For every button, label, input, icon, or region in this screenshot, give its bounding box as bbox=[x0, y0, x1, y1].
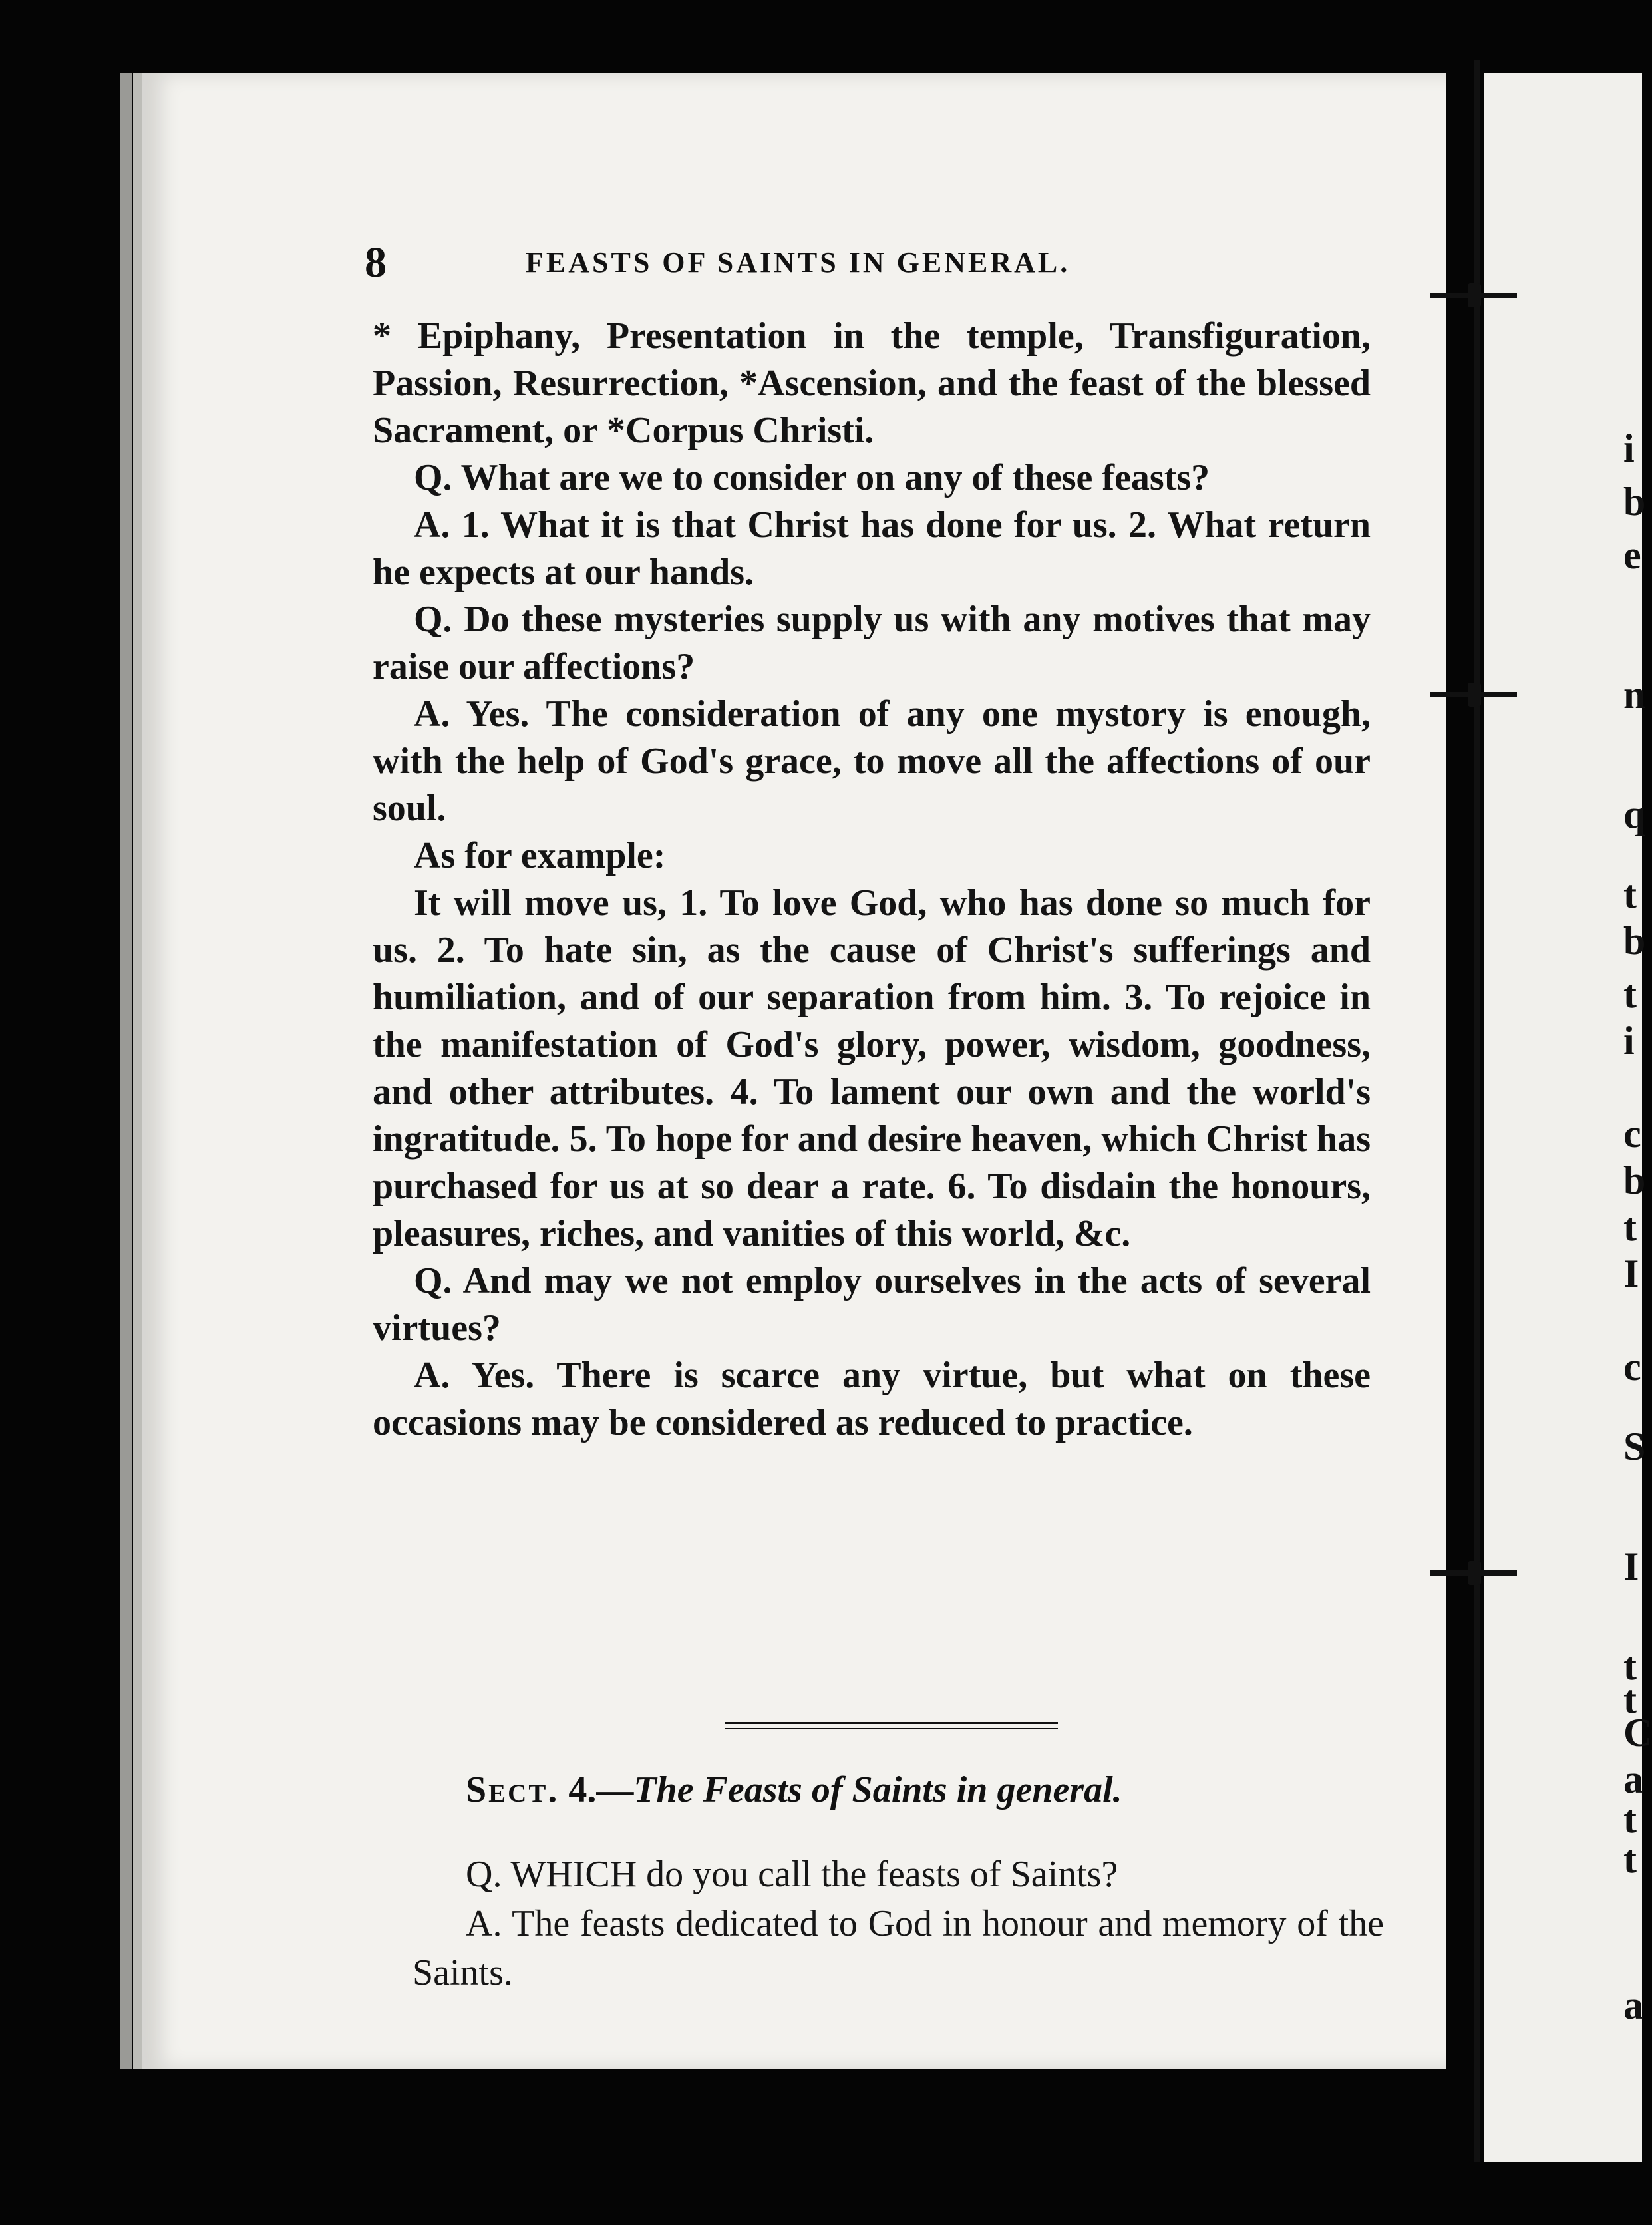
running-head-title: FEASTS OF SAINTS IN GENERAL. bbox=[526, 246, 1071, 279]
right-page-letter: c bbox=[1623, 1112, 1641, 1156]
section-text bbox=[413, 1850, 1384, 1997]
right-page-letter: t bbox=[1623, 1837, 1637, 1881]
page-number: 8 bbox=[365, 238, 387, 287]
right-page-letter: t bbox=[1623, 872, 1637, 916]
answer: A. 1. What it is that Christ has done for us. 2. What return he expects at our hands. bbox=[373, 504, 1371, 593]
right-page-letter: i bbox=[1623, 427, 1635, 470]
book-page-right bbox=[1484, 73, 1642, 2162]
right-page-letter: b bbox=[1623, 1158, 1646, 1202]
paragraph: As for example: bbox=[414, 835, 666, 876]
right-page-letter: a bbox=[1623, 1757, 1643, 1801]
right-page-letter: t bbox=[1623, 1644, 1637, 1688]
section-heading bbox=[466, 1763, 1371, 1816]
paragraph: It will move us, 1. To love God, who has done so much for us. 2. To hate sin, as the cause of Christ's sufferings and humiliation, and of our separation from him. 3. To rejoice in the manifestation of God's glory, power, wisdom, goodness, and other attributes. 4. To lament our own and the world's ingratitude. 5. To hope for and desire heaven, which Christ has purchased for us at so dear a rate. 6. To disdain the honours, pleasures, riches, and vanities of this world, &c. bbox=[373, 882, 1371, 1254]
binding-tack-top bbox=[1430, 293, 1517, 298]
right-page-letter: t bbox=[1623, 1677, 1637, 1721]
right-page-letter: I bbox=[1623, 1544, 1639, 1588]
running-head bbox=[366, 240, 1311, 286]
main-text bbox=[373, 313, 1371, 1447]
question: Q. WHICH do you call the feasts of Saints? bbox=[466, 1854, 1118, 1895]
answer: A. The feasts dedicated to God in honour and memory of the Saints. bbox=[413, 1903, 1384, 1993]
binding-tack-bottom bbox=[1430, 1570, 1517, 1576]
right-page-letter: e bbox=[1623, 533, 1641, 577]
right-page-letter: i bbox=[1623, 1019, 1635, 1063]
answer: A. Yes. The consideration of any one mystory is enough, with the help of God's grace, to move all the affections of our soul. bbox=[373, 693, 1371, 829]
right-page-letter: a bbox=[1623, 1983, 1643, 2027]
section-label: Sect. bbox=[466, 1769, 560, 1810]
section-title: The Feasts of Saints in general. bbox=[633, 1769, 1122, 1810]
question: Q. Do these mysteries supply us with any motives that may raise our affections? bbox=[373, 599, 1371, 687]
answer: A. Yes. There is scarce any virtue, but what on these occasions may be considered as reduced to practice. bbox=[373, 1355, 1371, 1443]
binding-tack-middle bbox=[1430, 692, 1517, 697]
right-page-letter: I bbox=[1623, 1252, 1639, 1295]
right-page-letter: n bbox=[1623, 673, 1646, 717]
paragraph: * Epiphany, Presentation in the temple, Transfiguration, Passion, Resurrection, *Ascension, and the feast of the blessed Sacrament, or *Corpus Christi. bbox=[373, 315, 1371, 451]
right-page-letter: c bbox=[1623, 1345, 1641, 1389]
right-page-letter: b bbox=[1623, 480, 1646, 524]
right-page-letter: t bbox=[1623, 1797, 1637, 1841]
right-page-letter: q bbox=[1623, 792, 1646, 836]
right-page-letter: b bbox=[1623, 919, 1646, 963]
right-page-letter: S bbox=[1623, 1425, 1646, 1468]
right-page-letter: C bbox=[1623, 1711, 1652, 1755]
right-page-letter: t bbox=[1623, 972, 1637, 1016]
question: Q. What are we to consider on any of these feasts? bbox=[414, 457, 1210, 498]
section-number: 4.— bbox=[568, 1769, 634, 1810]
question: Q. And may we not employ ourselves in the acts of several virtues? bbox=[373, 1260, 1371, 1349]
right-page-letter: t bbox=[1623, 1205, 1637, 1249]
page-gutter-line bbox=[1474, 60, 1480, 2162]
section-divider bbox=[725, 1722, 1058, 1729]
